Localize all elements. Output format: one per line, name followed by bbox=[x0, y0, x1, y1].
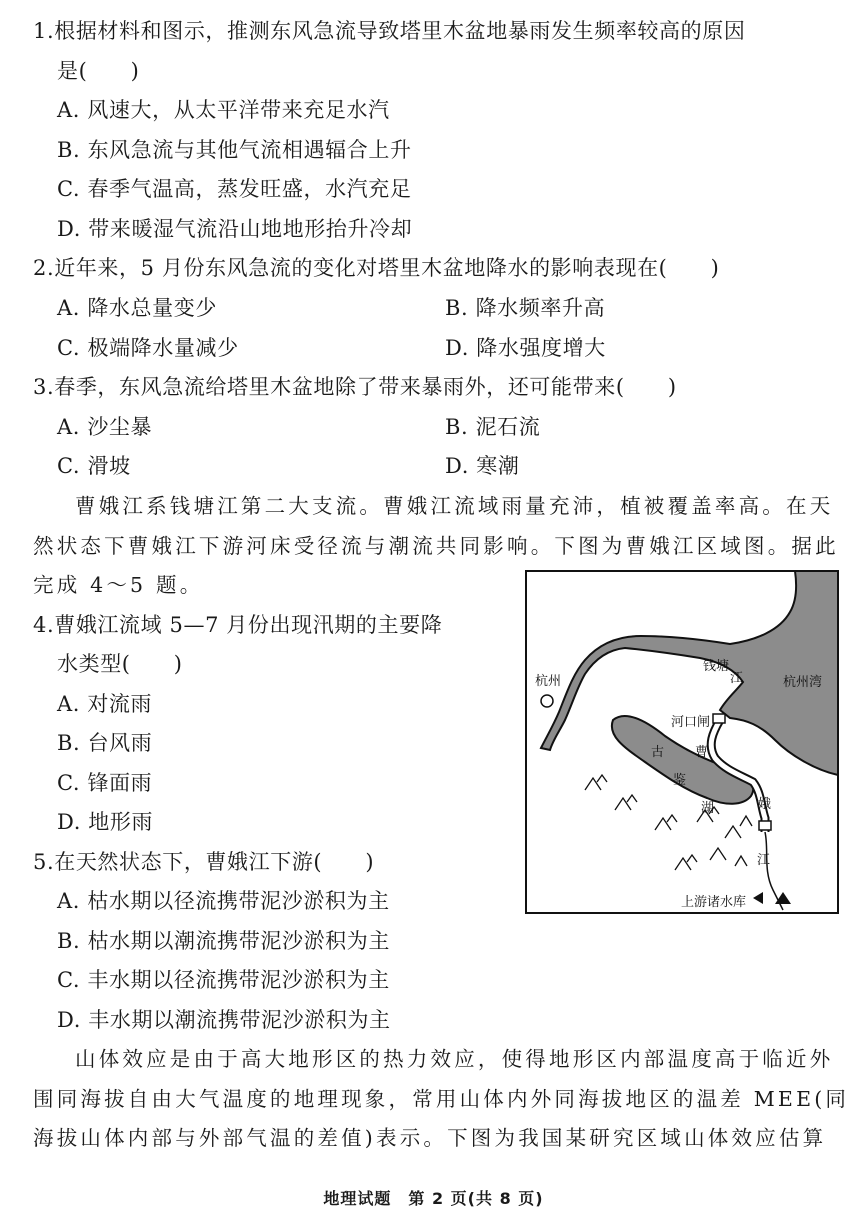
q4-stem-line2: 水类型( ) bbox=[57, 652, 183, 676]
q3-option-a: A. 沙尘暴 bbox=[57, 415, 153, 439]
passage1-line3: 完成 4～5 题。 bbox=[33, 573, 204, 597]
q4-stem-line1: 4.曹娥江流域 5—7 月份出现汛期的主要降 bbox=[33, 613, 443, 637]
q2-option-a: A. 降水总量变少 bbox=[57, 296, 217, 320]
hekou-gate-icon bbox=[713, 714, 725, 723]
q3-stem: 3.春季，东风急流给塔里木盆地除了带来暴雨外，还可能带来( ) bbox=[33, 375, 677, 399]
label-qiantang-2: 江 bbox=[730, 671, 744, 686]
passage1-line1: 曹娥江系钱塘江第二大支流。曹娥江流域雨量充沛，植被覆盖率高。在天 bbox=[75, 494, 834, 518]
label-gujian-1: 古 bbox=[651, 745, 665, 760]
q3-option-c: C. 滑坡 bbox=[57, 454, 131, 478]
map-svg bbox=[525, 570, 839, 914]
passage1-line2: 然状态下曹娥江下游河床受径流与潮流共同影响。下图为曹娥江区域图。据此 bbox=[33, 534, 839, 558]
label-caoe-3: 江 bbox=[757, 853, 771, 868]
label-gujian-2: 鉴 bbox=[673, 773, 687, 788]
passage2-line3: 海拔山体内部与外部气温的差值)表示。下图为我国某研究区域山体效应估算 bbox=[33, 1126, 827, 1150]
q3-option-d: D. 寒潮 bbox=[445, 454, 520, 478]
label-hekou-gate: 河口闸 bbox=[671, 715, 711, 730]
q4-option-d: D. 地形雨 bbox=[57, 810, 154, 834]
hangzhou-city-marker bbox=[541, 695, 553, 707]
q1-stem-line2: 是( ) bbox=[57, 59, 140, 83]
q1-option-d: D. 带来暖湿气流沿山地地形抬升冷却 bbox=[57, 217, 413, 241]
q2-option-c: C. 极端降水量减少 bbox=[57, 336, 239, 360]
page-footer: 地理试题 第 2 页(共 8 页) bbox=[323, 1189, 544, 1208]
caoe-river-map bbox=[525, 570, 839, 914]
q3-option-b: B. 泥石流 bbox=[445, 415, 541, 439]
q1-stem-line1: 1.根据材料和图示，推测东风急流导致塔里木盆地暴雨发生频率较高的原因 bbox=[33, 19, 746, 43]
q4-option-a: A. 对流雨 bbox=[57, 692, 153, 716]
river-gate-icon bbox=[759, 821, 771, 830]
q2-option-d: D. 降水强度增大 bbox=[445, 336, 606, 360]
q2-stem: 2.近年来，5 月份东风急流的变化对塔里木盆地降水的影响表现在( ) bbox=[33, 256, 720, 280]
label-reservoirs: 上游诸水库 bbox=[681, 895, 747, 910]
passage2-line2: 围同海拔自由大气温度的地理现象，常用山体内外同海拔地区的温差 MEE(同 bbox=[33, 1087, 850, 1111]
label-hangzhou: 杭州 bbox=[535, 674, 562, 689]
label-caoe-1: 曹 bbox=[695, 745, 709, 760]
label-hangzhou-bay: 杭州湾 bbox=[783, 675, 823, 690]
label-gujian-3: 湖 bbox=[701, 801, 715, 816]
q5-option-a: A. 枯水期以径流携带泥沙淤积为主 bbox=[57, 889, 390, 913]
q1-option-c: C. 春季气温高，蒸发旺盛，水汽充足 bbox=[57, 177, 412, 201]
q5-option-c: C. 丰水期以径流携带泥沙淤积为主 bbox=[57, 968, 390, 992]
passage2-line1: 山体效应是由于高大地形区的热力效应，使得地形区内部温度高于临近外 bbox=[75, 1047, 834, 1071]
label-qiantang-1: 钱塘 bbox=[703, 659, 730, 674]
q1-option-a: A. 风速大，从太平洋带来充足水汽 bbox=[57, 98, 390, 122]
q5-option-d: D. 丰水期以潮流携带泥沙淤积为主 bbox=[57, 1008, 391, 1032]
label-caoe-2: 娥 bbox=[758, 797, 772, 812]
q5-option-b: B. 枯水期以潮流携带泥沙淤积为主 bbox=[57, 929, 390, 953]
q4-option-c: C. 锋面雨 bbox=[57, 771, 153, 795]
q1-option-b: B. 东风急流与其他气流相遇辐合上升 bbox=[57, 138, 412, 162]
q2-option-b: B. 降水频率升高 bbox=[445, 296, 606, 320]
q4-option-b: B. 台风雨 bbox=[57, 731, 153, 755]
q5-stem: 5.在天然状态下，曹娥江下游( ) bbox=[33, 850, 375, 874]
